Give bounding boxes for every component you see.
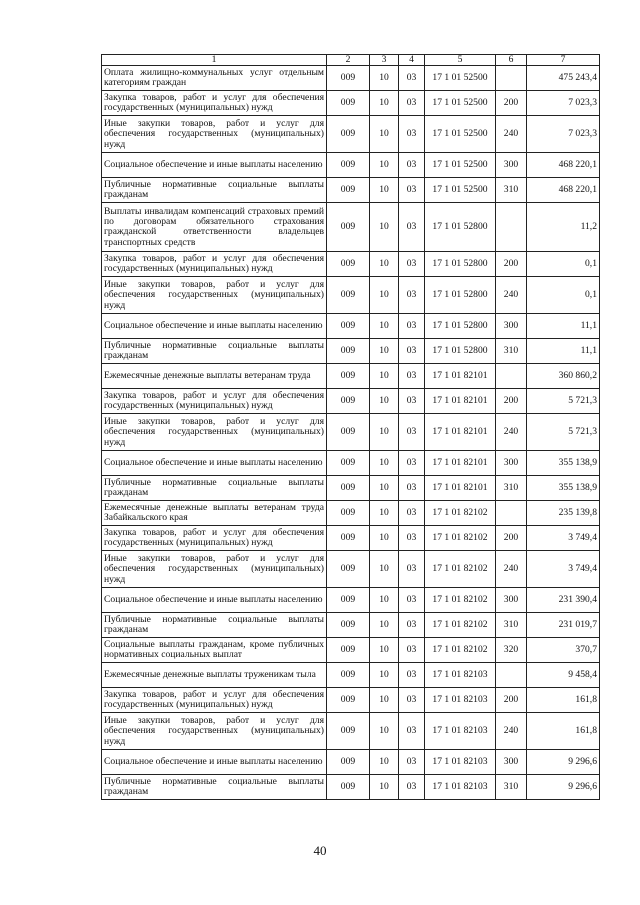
row-cell-c7: 231 390,4 <box>527 588 600 613</box>
row-cell-c5: 17 1 01 52800 <box>425 277 496 314</box>
header-cell-5: 5 <box>425 55 496 66</box>
row-cell-c2: 009 <box>327 688 370 713</box>
row-cell-c7: 3 749,4 <box>527 526 600 551</box>
table-row <box>102 775 600 800</box>
row-name-cell: Закупка товаров, работ и услуг для обеспечения государственных (муниципальных) нужд <box>102 389 327 414</box>
row-cell-c6: 240 <box>496 551 527 588</box>
table-row <box>102 314 600 339</box>
row-cell-c4: 03 <box>399 638 425 663</box>
row-cell-c4: 03 <box>399 277 425 314</box>
row-cell-c2: 009 <box>327 178 370 203</box>
table-row <box>102 153 600 178</box>
row-cell-c5: 17 1 01 52800 <box>425 339 496 364</box>
row-cell-c5: 17 1 01 52500 <box>425 116 496 153</box>
row-cell-c4: 03 <box>399 178 425 203</box>
row-cell-c3: 10 <box>370 501 399 526</box>
row-cell-c5: 17 1 01 52500 <box>425 91 496 116</box>
row-cell-c4: 03 <box>399 588 425 613</box>
row-cell-c2: 009 <box>327 526 370 551</box>
row-cell-c2: 009 <box>327 364 370 389</box>
row-cell-c7: 161,8 <box>527 688 600 713</box>
row-cell-c5: 17 1 01 82102 <box>425 501 496 526</box>
row-cell-c5: 17 1 01 52500 <box>425 153 496 178</box>
header-cell-1: 1 <box>102 55 327 66</box>
table-row <box>102 526 600 551</box>
row-cell-c3: 10 <box>370 663 399 688</box>
row-cell-c2: 009 <box>327 314 370 339</box>
row-cell-c7: 7 023,3 <box>527 91 600 116</box>
row-cell-c2: 009 <box>327 252 370 277</box>
row-cell-c2: 009 <box>327 750 370 775</box>
row-cell-c4: 03 <box>399 713 425 750</box>
row-cell-c2: 009 <box>327 588 370 613</box>
row-name-cell: Ежемесячные денежные выплаты ветеранам труда Забайкальского края <box>102 501 327 526</box>
row-cell-c3: 10 <box>370 252 399 277</box>
row-cell-c3: 10 <box>370 153 399 178</box>
row-cell-c3: 10 <box>370 66 399 91</box>
row-cell-c6: 310 <box>496 775 527 800</box>
row-cell-c4: 03 <box>399 551 425 588</box>
row-cell-c3: 10 <box>370 476 399 501</box>
row-cell-c3: 10 <box>370 613 399 638</box>
row-cell-c2: 009 <box>327 389 370 414</box>
row-cell-c3: 10 <box>370 750 399 775</box>
row-cell-c7: 468 220,1 <box>527 153 600 178</box>
row-cell-c2: 009 <box>327 116 370 153</box>
row-cell-c5: 17 1 01 52800 <box>425 314 496 339</box>
row-cell-c6: 240 <box>496 277 527 314</box>
row-name-cell: Публичные нормативные социальные выплаты гражданам <box>102 775 327 800</box>
row-cell-c7: 161,8 <box>527 713 600 750</box>
row-cell-c6 <box>496 364 527 389</box>
row-name-cell: Закупка товаров, работ и услуг для обеспечения государственных (муниципальных) нужд <box>102 526 327 551</box>
row-cell-c5: 17 1 01 82102 <box>425 551 496 588</box>
row-cell-c5: 17 1 01 82103 <box>425 688 496 713</box>
row-cell-c5: 17 1 01 52500 <box>425 66 496 91</box>
row-cell-c7: 360 860,2 <box>527 364 600 389</box>
row-cell-c4: 03 <box>399 252 425 277</box>
row-cell-c3: 10 <box>370 389 399 414</box>
row-cell-c4: 03 <box>399 688 425 713</box>
row-cell-c2: 009 <box>327 91 370 116</box>
row-cell-c7: 11,2 <box>527 203 600 252</box>
table-row <box>102 414 600 451</box>
row-cell-c3: 10 <box>370 451 399 476</box>
table-row <box>102 252 600 277</box>
table-row <box>102 713 600 750</box>
row-name-cell: Ежемесячные денежные выплаты ветеранам труда <box>102 364 327 389</box>
row-cell-c4: 03 <box>399 613 425 638</box>
header-cell-4: 4 <box>399 55 425 66</box>
row-cell-c2: 009 <box>327 451 370 476</box>
row-cell-c5: 17 1 01 82103 <box>425 775 496 800</box>
row-cell-c3: 10 <box>370 364 399 389</box>
row-cell-c5: 17 1 01 82101 <box>425 364 496 389</box>
row-cell-c3: 10 <box>370 203 399 252</box>
row-cell-c3: 10 <box>370 551 399 588</box>
row-name-cell: Иные закупки товаров, работ и услуг для обеспечения государственных (муниципальных) нужд <box>102 414 327 451</box>
row-cell-c3: 10 <box>370 91 399 116</box>
row-cell-c5: 17 1 01 82103 <box>425 663 496 688</box>
row-cell-c4: 03 <box>399 339 425 364</box>
row-name-cell: Социальное обеспечение и иные выплаты населению <box>102 314 327 339</box>
row-name-cell: Закупка товаров, работ и услуг для обеспечения государственных (муниципальных) нужд <box>102 91 327 116</box>
row-name-cell: Иные закупки товаров, работ и услуг для обеспечения государственных (муниципальных) нужд <box>102 277 327 314</box>
row-cell-c2: 009 <box>327 713 370 750</box>
row-cell-c6: 240 <box>496 116 527 153</box>
row-cell-c3: 10 <box>370 713 399 750</box>
row-cell-c7: 5 721,3 <box>527 389 600 414</box>
row-cell-c5: 17 1 01 82102 <box>425 638 496 663</box>
row-cell-c2: 009 <box>327 66 370 91</box>
header-cell-7: 7 <box>527 55 600 66</box>
row-name-cell: Социальное обеспечение и иные выплаты населению <box>102 451 327 476</box>
table-row <box>102 203 600 252</box>
row-cell-c6: 300 <box>496 750 527 775</box>
row-cell-c6 <box>496 66 527 91</box>
row-cell-c6 <box>496 203 527 252</box>
row-name-cell: Социальное обеспечение и иные выплаты населению <box>102 588 327 613</box>
row-cell-c5: 17 1 01 82101 <box>425 451 496 476</box>
row-name-cell: Социальное обеспечение и иные выплаты населению <box>102 153 327 178</box>
row-cell-c6: 310 <box>496 613 527 638</box>
header-cell-3: 3 <box>370 55 399 66</box>
row-name-cell: Публичные нормативные социальные выплаты гражданам <box>102 178 327 203</box>
row-cell-c7: 5 721,3 <box>527 414 600 451</box>
row-cell-c2: 009 <box>327 551 370 588</box>
row-cell-c5: 17 1 01 82103 <box>425 750 496 775</box>
row-name-cell: Иные закупки товаров, работ и услуг для обеспечения государственных (муниципальных) нужд <box>102 551 327 588</box>
row-cell-c7: 9 296,6 <box>527 750 600 775</box>
row-cell-c7: 468 220,1 <box>527 178 600 203</box>
row-cell-c6: 200 <box>496 688 527 713</box>
table-row <box>102 91 600 116</box>
row-cell-c2: 009 <box>327 663 370 688</box>
row-cell-c7: 231 019,7 <box>527 613 600 638</box>
row-cell-c4: 03 <box>399 501 425 526</box>
row-name-cell: Публичные нормативные социальные выплаты гражданам <box>102 339 327 364</box>
row-cell-c6 <box>496 663 527 688</box>
table-row <box>102 750 600 775</box>
row-cell-c6: 200 <box>496 252 527 277</box>
row-name-cell: Иные закупки товаров, работ и услуг для обеспечения государственных (муниципальных) нужд <box>102 116 327 153</box>
row-cell-c6: 320 <box>496 638 527 663</box>
row-cell-c5: 17 1 01 52500 <box>425 178 496 203</box>
row-cell-c4: 03 <box>399 91 425 116</box>
row-cell-c4: 03 <box>399 526 425 551</box>
row-cell-c4: 03 <box>399 476 425 501</box>
row-cell-c5: 17 1 01 82101 <box>425 389 496 414</box>
row-name-cell: Иные закупки товаров, работ и услуг для обеспечения государственных (муниципальных) нужд <box>102 713 327 750</box>
row-cell-c6: 200 <box>496 526 527 551</box>
row-cell-c2: 009 <box>327 775 370 800</box>
row-name-cell: Закупка товаров, работ и услуг для обеспечения государственных (муниципальных) нужд <box>102 688 327 713</box>
header-cell-6: 6 <box>496 55 527 66</box>
row-cell-c7: 3 749,4 <box>527 551 600 588</box>
row-cell-c4: 03 <box>399 314 425 339</box>
row-cell-c7: 0,1 <box>527 277 600 314</box>
row-cell-c5: 17 1 01 52800 <box>425 203 496 252</box>
row-cell-c7: 0,1 <box>527 252 600 277</box>
budget-table <box>101 54 600 800</box>
table-row <box>102 663 600 688</box>
row-cell-c7: 475 243,4 <box>527 66 600 91</box>
table-row <box>102 364 600 389</box>
row-name-cell: Социальное обеспечение и иные выплаты населению <box>102 750 327 775</box>
row-cell-c4: 03 <box>399 663 425 688</box>
row-cell-c6 <box>496 501 527 526</box>
table-row <box>102 178 600 203</box>
row-cell-c4: 03 <box>399 66 425 91</box>
table-row <box>102 588 600 613</box>
row-cell-c6: 200 <box>496 389 527 414</box>
table-row <box>102 66 600 91</box>
row-cell-c2: 009 <box>327 476 370 501</box>
row-name-cell: Закупка товаров, работ и услуг для обеспечения государственных (муниципальных) нужд <box>102 252 327 277</box>
table-row <box>102 389 600 414</box>
row-cell-c4: 03 <box>399 153 425 178</box>
row-cell-c4: 03 <box>399 203 425 252</box>
row-cell-c7: 11,1 <box>527 314 600 339</box>
row-cell-c2: 009 <box>327 339 370 364</box>
row-cell-c2: 009 <box>327 638 370 663</box>
row-cell-c5: 17 1 01 82102 <box>425 613 496 638</box>
row-name-cell: Ежемесячные денежные выплаты труженикам тыла <box>102 663 327 688</box>
row-cell-c7: 370,7 <box>527 638 600 663</box>
row-cell-c7: 9 296,6 <box>527 775 600 800</box>
table-row <box>102 613 600 638</box>
row-cell-c6: 310 <box>496 178 527 203</box>
row-cell-c2: 009 <box>327 501 370 526</box>
row-cell-c4: 03 <box>399 116 425 153</box>
row-name-cell: Публичные нормативные социальные выплаты гражданам <box>102 476 327 501</box>
header-row <box>102 55 600 66</box>
row-cell-c5: 17 1 01 52800 <box>425 252 496 277</box>
row-cell-c3: 10 <box>370 339 399 364</box>
table-row <box>102 501 600 526</box>
row-cell-c6: 300 <box>496 314 527 339</box>
row-cell-c6: 300 <box>496 588 527 613</box>
row-cell-c2: 009 <box>327 613 370 638</box>
row-cell-c7: 9 458,4 <box>527 663 600 688</box>
row-cell-c5: 17 1 01 82102 <box>425 588 496 613</box>
row-cell-c7: 11,1 <box>527 339 600 364</box>
row-cell-c2: 009 <box>327 277 370 314</box>
row-cell-c3: 10 <box>370 116 399 153</box>
row-cell-c2: 009 <box>327 153 370 178</box>
row-cell-c3: 10 <box>370 588 399 613</box>
row-cell-c2: 009 <box>327 414 370 451</box>
row-cell-c6: 240 <box>496 713 527 750</box>
row-cell-c4: 03 <box>399 775 425 800</box>
row-cell-c6: 310 <box>496 339 527 364</box>
row-cell-c4: 03 <box>399 414 425 451</box>
table-row <box>102 277 600 314</box>
row-name-cell: Публичные нормативные социальные выплаты гражданам <box>102 613 327 638</box>
row-cell-c4: 03 <box>399 451 425 476</box>
table-row <box>102 116 600 153</box>
row-cell-c4: 03 <box>399 750 425 775</box>
header-cell-2: 2 <box>327 55 370 66</box>
row-cell-c3: 10 <box>370 178 399 203</box>
table-row <box>102 688 600 713</box>
table-row <box>102 451 600 476</box>
row-cell-c3: 10 <box>370 277 399 314</box>
row-cell-c7: 355 138,9 <box>527 476 600 501</box>
table-body <box>102 66 600 800</box>
row-cell-c3: 10 <box>370 688 399 713</box>
row-cell-c4: 03 <box>399 364 425 389</box>
row-cell-c5: 17 1 01 82101 <box>425 476 496 501</box>
row-cell-c5: 17 1 01 82101 <box>425 414 496 451</box>
page-number: 40 <box>313 843 327 858</box>
row-cell-c5: 17 1 01 82103 <box>425 713 496 750</box>
row-cell-c7: 235 139,8 <box>527 501 600 526</box>
row-cell-c6: 300 <box>496 451 527 476</box>
row-name-cell: Выплаты инвалидам компенсаций страховых премий по договорам обязательного страхования гражданской ответственности владельцев транспортных средств <box>102 203 327 252</box>
row-cell-c6: 300 <box>496 153 527 178</box>
row-cell-c6: 240 <box>496 414 527 451</box>
row-cell-c3: 10 <box>370 526 399 551</box>
row-cell-c6: 200 <box>496 91 527 116</box>
row-cell-c2: 009 <box>327 203 370 252</box>
row-name-cell: Оплата жилищно-коммунальных услуг отдельным категориям граждан <box>102 66 327 91</box>
table-row <box>102 339 600 364</box>
row-cell-c3: 10 <box>370 314 399 339</box>
row-name-cell: Социальные выплаты гражданам, кроме публичных нормативных социальных выплат <box>102 638 327 663</box>
table-row <box>102 638 600 663</box>
row-cell-c5: 17 1 01 82102 <box>425 526 496 551</box>
row-cell-c7: 7 023,3 <box>527 116 600 153</box>
row-cell-c3: 10 <box>370 414 399 451</box>
row-cell-c7: 355 138,9 <box>527 451 600 476</box>
table-row <box>102 476 600 501</box>
row-cell-c3: 10 <box>370 638 399 663</box>
row-cell-c6: 310 <box>496 476 527 501</box>
table-row <box>102 551 600 588</box>
row-cell-c4: 03 <box>399 389 425 414</box>
row-cell-c3: 10 <box>370 775 399 800</box>
